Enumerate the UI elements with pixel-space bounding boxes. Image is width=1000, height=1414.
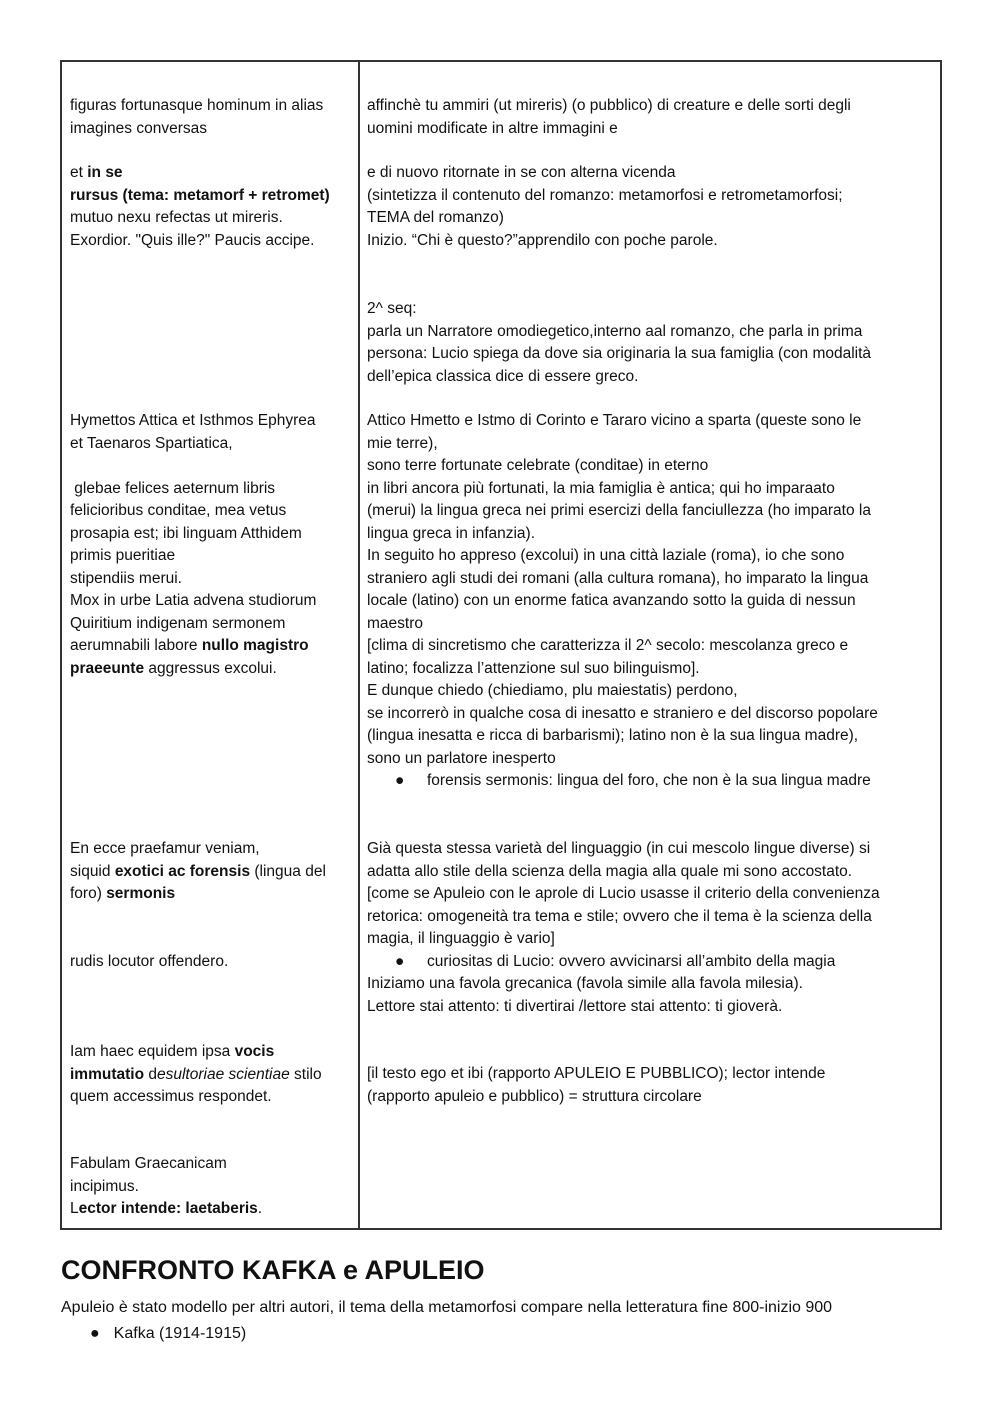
italian-line: affinchè tu ammiri (ut mireris) (o pubblico) di creature e delle sorti degli: [367, 97, 851, 114]
italian-line: (rapporto apuleio e pubblico) = struttura circolare: [367, 1087, 702, 1105]
section-paragraph: Apuleio è stato modello per altri autori, il tema della metamorfosi compare nella letteratura fine 800-inizio 900: [61, 1299, 833, 1316]
bullet-item: ● Kafka (1914-1915): [90, 1325, 247, 1342]
italian-line: [come se Apuleio con le aprole di Lucio usasse il criterio della convenienza: [367, 885, 880, 902]
italian-line: e di nuovo ritornate in se con alterna vicenda: [367, 164, 676, 181]
italian-line: in libri ancora più fortunati, la mia famiglia è antica; qui ho imparaato: [367, 479, 835, 497]
latin-line: Fabulam Graecanicam: [70, 1155, 227, 1172]
italian-text-block-2: [367, 162, 932, 252]
latin-line: mutuo nexu refectas ut mireris.: [70, 209, 283, 226]
latin-text-block-4: [70, 410, 352, 680]
italian-line: magia, il linguaggio è vario]: [367, 930, 555, 947]
italian-line: locale (latino) con un enorme fatica avanzando sotto la guida di nessun: [367, 592, 856, 609]
italian-line: 2^ seq:: [367, 300, 417, 317]
latin-line: felicioribus conditae, mea vetus: [70, 502, 287, 519]
italian-line: persona: Lucio spiega da dove sia originaria la sua famiglia (con modalità: [367, 345, 872, 362]
latin-text-block-7: [70, 1153, 352, 1221]
italian-line: retorica: omogeneità tra tema e stile; ovvero che il tema è la scienza della: [367, 907, 872, 925]
blank-line: [70, 455, 352, 478]
italian-line: [il testo ego et ibi (rapporto APULEIO E PUBBLICO); lector intende: [367, 1065, 826, 1082]
translation-table: [60, 60, 942, 1230]
latin-line: primis pueritiae: [70, 547, 176, 564]
latin-line: praeeunte aggressus excolui.: [70, 659, 277, 677]
latin-text-block-5: [70, 838, 352, 973]
latin-line: Hymettos Attica et Isthmos Ephyrea: [70, 412, 316, 429]
bullet-item: ● forensis sermonis: lingua del foro, che non è la sua lingua madre: [367, 770, 932, 793]
italian-line: parla un Narratore omodiegetico,interno aal romanzo, che parla in prima: [367, 322, 863, 340]
latin-line: foro) sermonis: [70, 885, 176, 902]
latin-line: rursus (tema: metamorf + retromet): [70, 186, 330, 204]
italian-line: E dunque chiedo (chiediamo, plu maiestatis) perdono,: [367, 682, 738, 699]
italian-line: [clima di sincretismo che caratterizza il 2^ secolo: mescolanza greco e: [367, 637, 849, 654]
italian-line: Lettore stai attento: ti divertirai /lettore stai attento: ti gioverà.: [367, 997, 783, 1015]
italian-line: Attico Hmetto e Istmo di Corinto e Tararo vicino a sparta (queste sono le: [367, 412, 862, 429]
bullet-icon: ●: [395, 772, 405, 789]
latin-line: glebae felices aeternum libris: [70, 479, 276, 497]
italian-line: lingua greca in infanzia).: [367, 524, 536, 542]
italian-text-block-6: [367, 1063, 932, 1108]
latin-text-block-6: [70, 1041, 352, 1109]
latin-text-block-1: [70, 95, 352, 140]
latin-line: quem accessimus respondet.: [70, 1088, 272, 1105]
latin-line: Lector intende: laetaberis.: [70, 1200, 263, 1217]
latin-line: et in se: [70, 164, 123, 181]
latin-line: prosapia est; ibi linguam Atthidem: [70, 524, 302, 542]
italian-line: Inizio. “Chi è questo?”apprendilo con poche parole.: [367, 231, 718, 249]
italian-line: (lingua inesatta e ricca di barbarismi); latino non è la sua lingua madre),: [367, 727, 859, 744]
italian-line: Già questa stessa varietà del linguaggio (in cui mescolo lingue diverse) si: [367, 840, 871, 857]
column-divider: [358, 62, 360, 1228]
latin-line: figuras fortunasque hominum in alias: [70, 97, 324, 114]
italian-line: Iniziamo una favola grecanica (favola simile alla favola milesia).: [367, 975, 803, 992]
bullet-icon: ●: [90, 1325, 100, 1342]
italian-text-block-4: [367, 410, 932, 793]
italian-line: (sintetizza il contenuto del romanzo: metamorfosi e retrometamorfosi;: [367, 186, 843, 204]
latin-line: rudis locutor offendero.: [70, 952, 229, 970]
italian-line: sono terre fortunate celebrate (conditae) in eterno: [367, 457, 709, 474]
section-heading: CONFRONTO KAFKA e APULEIO: [61, 1255, 485, 1285]
latin-line: Quiritium indigenam sermonem: [70, 614, 286, 632]
latin-text-block-2: [70, 162, 352, 252]
blank-line: [70, 906, 352, 951]
latin-line: En ecce praefamur veniam,: [70, 840, 260, 857]
italian-line: mie terre),: [367, 434, 438, 452]
italian-line: latino; focalizza l’attenzione sul suo bilinguismo].: [367, 659, 700, 677]
italian-line: (merui) la lingua greca nei primi esercizi della fanciullezza (ho imparato la: [367, 502, 871, 519]
italian-line: uomini modificate in altre immagini e: [367, 119, 618, 137]
latin-line: immutatio desultoriae scientiae stilo: [70, 1065, 322, 1083]
italian-text-block-5: [367, 838, 932, 1018]
italian-text-block-1: [367, 95, 932, 140]
italian-line: adatta allo stile della scienza della magia alla quale mi sono accostato.: [367, 862, 853, 880]
italian-line: dell’epica classica dice di essere greco.: [367, 367, 639, 385]
italian-line: se incorrerò in qualche cosa di inesatto e straniero e del discorso popolare: [367, 704, 878, 722]
italian-line: sono un parlatore inesperto: [367, 749, 556, 767]
latin-line: et Taenaros Spartiatica,: [70, 434, 233, 452]
latin-line: siquid exotici ac forensis (lingua del: [70, 862, 326, 880]
latin-line: Exordior. "Quis ille?" Paucis accipe.: [70, 231, 315, 249]
italian-line: In seguito ho appreso (excolui) in una città laziale (roma), io che sono: [367, 547, 845, 564]
italian-line: straniero agli studi dei romani (alla cultura romana), ho imparato la lingua: [367, 569, 869, 587]
latin-line: Mox in urbe Latia advena studiorum: [70, 592, 317, 609]
latin-line: stipendiis merui.: [70, 569, 182, 587]
italian-line: TEMA del romanzo): [367, 209, 504, 226]
italian-text-block-3: [367, 298, 932, 388]
bullet-item: ● curiositas di Lucio: ovvero avvicinarsi all’ambito della magia: [367, 951, 932, 974]
bullet-icon: ●: [395, 952, 405, 970]
latin-line: aerumnabili labore nullo magistro: [70, 637, 309, 654]
latin-line: Iam haec equidem ipsa vocis: [70, 1043, 275, 1060]
latin-line: incipimus.: [70, 1177, 139, 1195]
italian-line: maestro: [367, 614, 423, 632]
latin-line: imagines conversas: [70, 119, 207, 137]
